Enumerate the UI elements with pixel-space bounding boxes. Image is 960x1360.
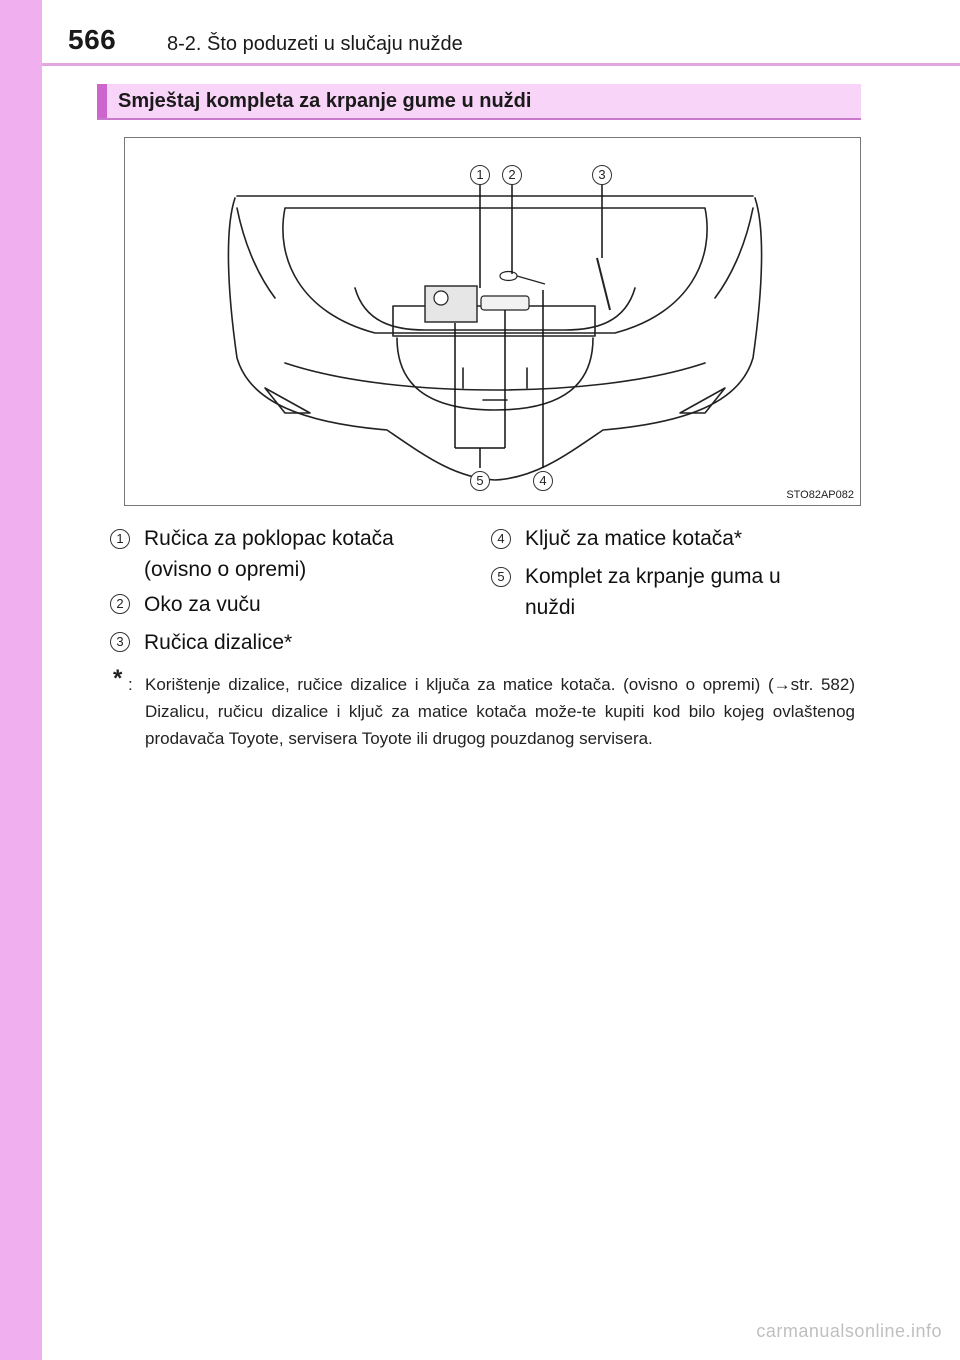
legend-number-2: 2	[110, 594, 130, 614]
legend-number-1: 1	[110, 529, 130, 549]
trunk-illustration	[124, 137, 861, 506]
towing-eye	[500, 272, 545, 285]
callout-1: 1	[470, 165, 490, 185]
legend-item-4: Ključ za matice kotača*	[525, 527, 743, 550]
legend-number-3: 3	[110, 632, 130, 652]
heading-divider	[97, 118, 861, 120]
repair-kit-gauge	[434, 291, 448, 305]
trunk-drawing	[125, 138, 860, 505]
footnote-asterisk: *	[113, 665, 123, 692]
legend-item-3: Ručica dizalice*	[144, 631, 293, 654]
wheel-wrench-pack	[481, 296, 529, 310]
left-tail-lamp	[237, 208, 275, 298]
legend-item-1: Ručica za poklopac kotača (ovisno o opremi)	[144, 527, 394, 581]
callout-5: 5	[470, 471, 490, 491]
watermark: carmanualsonline.info	[756, 1321, 942, 1341]
callout-2: 2	[502, 165, 522, 185]
trunk-opening	[283, 208, 707, 333]
chapter-title: 8-2. Što poduzeti u slučaju nužde	[167, 33, 463, 55]
footnote-colon: :	[128, 675, 133, 694]
repair-kit-box	[425, 286, 477, 322]
jack-handle	[597, 258, 610, 310]
bumper-notch	[463, 368, 527, 400]
footnote-text: Korištenje dizalice, ručice dizalice i ključa za matice kotača. (ovisno o opremi) (→str. 582) Dizalicu, ručicu dizalice i ključ za matice kotača može-te kupiti kod bilo kojeg ovlaštenog prodavača Toyote, servisera Toyote ili drugog pouzdanog servisera.	[145, 675, 855, 748]
chapter-side-strip	[0, 0, 42, 1360]
bumper-line	[285, 363, 705, 390]
legend-number-4: 4	[491, 529, 511, 549]
figure-code: STO82AP082	[786, 489, 854, 501]
section-heading: Smještaj kompleta za krpanje gume u nuždi	[97, 84, 861, 118]
legend-number-5: 5	[491, 567, 511, 587]
right-tail-lamp	[715, 208, 753, 298]
header-divider	[42, 63, 960, 66]
callout-4: 4	[533, 471, 553, 491]
callout-3: 3	[592, 165, 612, 185]
legend-item-2: Oko za vuču	[144, 593, 261, 616]
rear-body-outline	[228, 198, 761, 480]
legend-item-5: Komplet za krpanje guma u nuždi	[525, 565, 781, 619]
page-number: 566	[68, 24, 117, 55]
footnote	[113, 665, 855, 752]
